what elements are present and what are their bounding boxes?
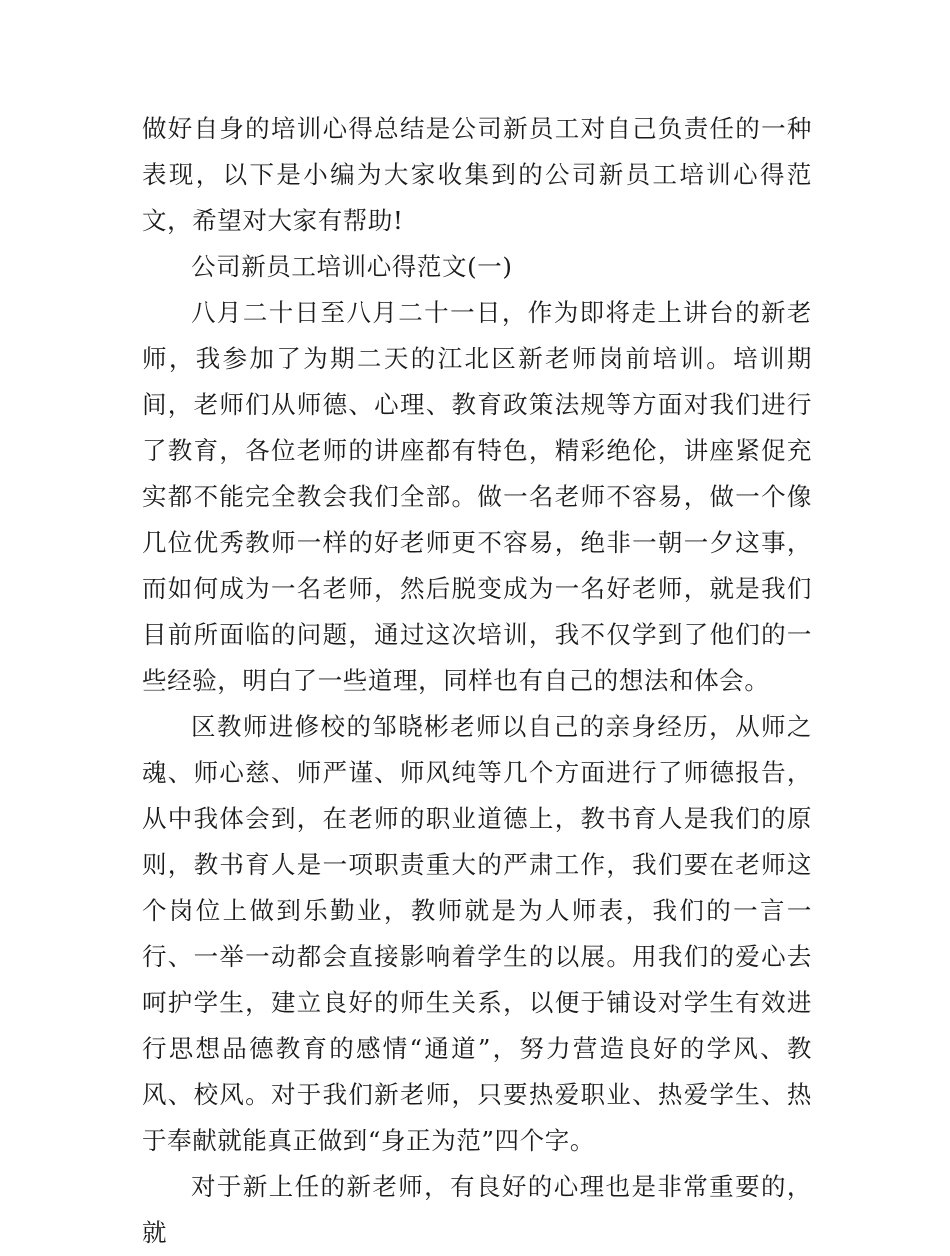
document-body: [142, 106, 812, 1256]
body-paragraph-2: 区教师进修校的邹晓彬老师以自己的亲身经历，从师之魂、师心慈、师严谨、师风纯等几个方面进行了师德报告，从中我体会到，在老师的职业道德上，教书育人是我们的原则，教书育人是一项职责重大的严肃工作，我们要在老师这个岗位上做到乐勤业，教师就是为人师表，我们的一言一行、一举一动都会直接影响着学生的以展。用我们的爱心去呵护学生，建立良好的师生关系，以便于铺设对学生有效进行思想品德教育的感情“通道”，努力营造良好的学风、教风、校风。对于我们新老师，只要热爱职业、热爱学生、热于奉献就能真正做到“身正为范”四个字。: [142, 712, 812, 1155]
body-paragraph-3: 对于新上任的新老师，有良好的心理也是非常重要的，就: [142, 1172, 812, 1247]
intro-paragraph: 做好自身的培训心得总结是公司新员工对自己负责任的一种表现，以下是小编为大家收集到的公司新员工培训心得范文，希望对大家有帮助!: [142, 114, 812, 235]
section-title: 公司新员工培训心得范文(一): [191, 252, 513, 281]
body-paragraph-1: 八月二十日至八月二十一日，作为即将走上讲台的新老师，我参加了为期二天的江北区新老师岗前培训。培训期间，老师们从师德、心理、教育政策法规等方面对我们进行了教育，各位老师的讲座都有特色，精彩绝伦，讲座紧促充实都不能完全教会我们全部。做一名老师不容易，做一个像几位优秀教师一样的好老师更不容易，绝非一朝一夕这事，而如何成为一名老师，然后脱变成为一名好老师，就是我们目前所面临的问题，通过这次培训，我不仅学到了他们的一些经验，明白了一些道理，同样也有自己的想法和体会。: [142, 298, 812, 695]
